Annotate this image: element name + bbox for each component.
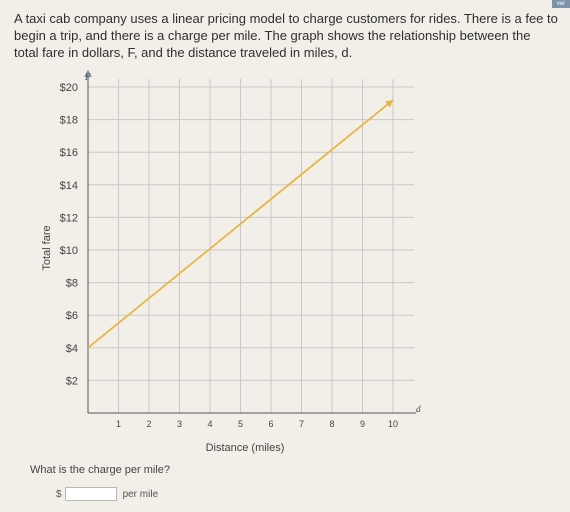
y-axis-title: Total fare (41, 225, 53, 271)
question-text: What is the charge per mile? (30, 464, 171, 476)
charge-per-mile-input[interactable] (65, 487, 117, 501)
x-axis-variable: d (416, 404, 421, 414)
y-tick-label: $2 (65, 375, 78, 388)
y-tick-label: $12 (59, 212, 78, 225)
x-tick-labels (116, 419, 398, 429)
x-tick-label: 9 (359, 419, 366, 429)
chart-grid (88, 79, 414, 413)
x-tick-label: 10 (387, 419, 399, 429)
y-tick-label: $6 (65, 310, 78, 323)
y-tick-label: $10 (59, 245, 78, 257)
x-tick-label: 4 (207, 419, 213, 429)
x-tick-label: 5 (237, 419, 244, 429)
unit-label: per mile (122, 488, 159, 500)
y-tick-label: $4 (65, 342, 78, 355)
y-tick-labels (60, 82, 78, 387)
answer-row (56, 486, 158, 502)
x-axis-title: Distance (miles) (205, 442, 285, 454)
y-tick-label: $20 (59, 82, 78, 94)
x-tick-label: 6 (268, 419, 274, 429)
dollar-sign: $ (56, 488, 62, 500)
x-tick-label: 2 (146, 419, 152, 429)
problem-statement: A taxi cab company uses a linear pricing model to charge customers for rides. There is a fee to begin a trip, and there is a charge per mile. The graph shows the relationship between the total fare in dollars, F, and the distance traveled in miles, d. (14, 11, 558, 60)
y-tick-label: $18 (59, 114, 78, 127)
x-tick-label: 3 (176, 419, 183, 429)
y-tick-label: $8 (65, 277, 78, 290)
y-axis-variable: F (85, 72, 91, 82)
y-tick-label: $16 (59, 147, 78, 160)
corner-tag: ver (552, 0, 570, 8)
x-tick-label: 1 (115, 419, 122, 429)
x-tick-label: 8 (329, 419, 335, 429)
y-tick-label: $14 (59, 179, 78, 192)
x-tick-label: 7 (298, 419, 305, 429)
